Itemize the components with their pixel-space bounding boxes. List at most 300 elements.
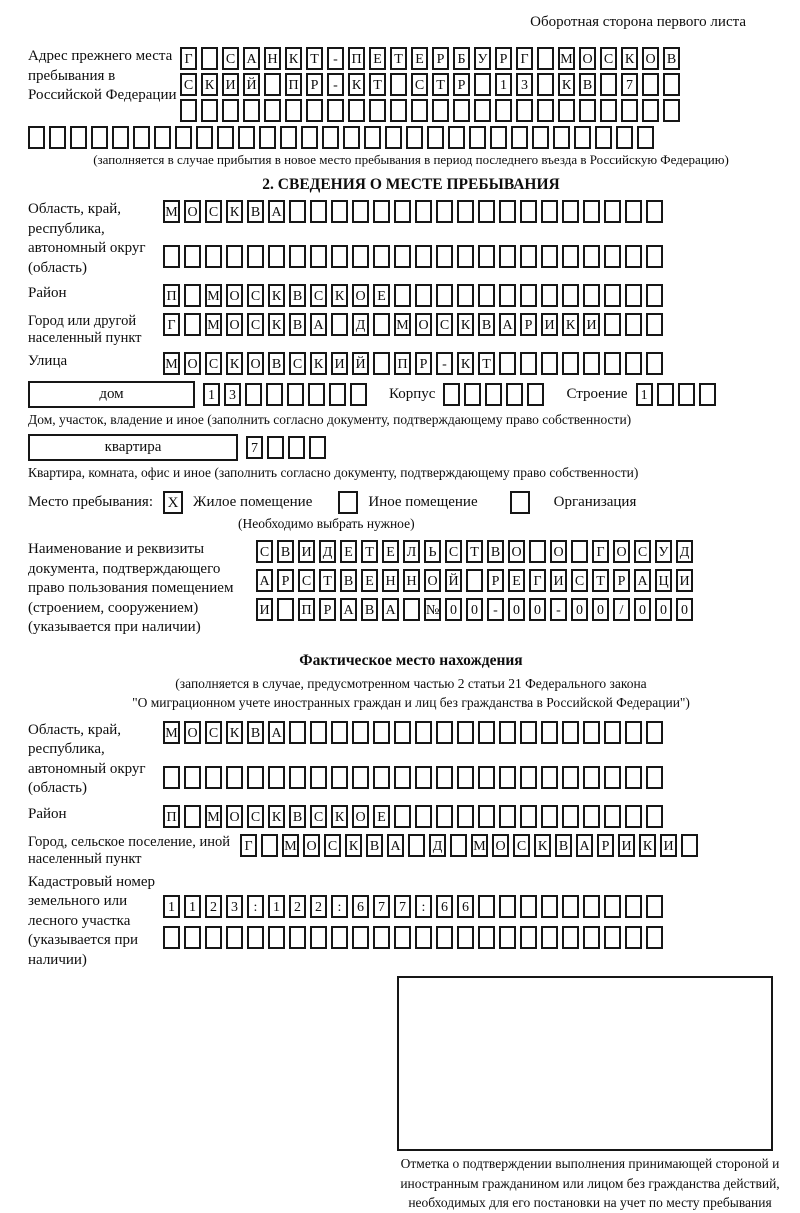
char-box: 0 [466, 598, 483, 621]
char-box: А [499, 313, 516, 336]
char-box [574, 126, 591, 149]
stay-option-organization-label: Организация [553, 494, 637, 511]
actual-city-field [28, 834, 794, 869]
char-box [245, 383, 262, 406]
char-box [289, 766, 306, 789]
char-box: 0 [571, 598, 588, 621]
char-box: К [457, 352, 474, 375]
char-box: О [226, 284, 243, 307]
char-box [247, 926, 264, 949]
char-box: 1 [495, 73, 512, 96]
char-box [163, 245, 180, 268]
char-box [646, 352, 663, 375]
char-box [390, 73, 407, 96]
char-box: В [487, 540, 504, 563]
char-box [264, 99, 281, 122]
char-box [699, 383, 716, 406]
char-box: К [201, 73, 218, 96]
char-box [331, 245, 348, 268]
char-box: Г [180, 47, 197, 70]
char-box [301, 126, 318, 149]
char-box: А [576, 834, 593, 857]
actual-district-field [28, 805, 794, 828]
char-box: 2 [289, 895, 306, 918]
char-box [646, 313, 663, 336]
house-field [28, 381, 794, 408]
char-box [436, 245, 453, 268]
char-box [499, 926, 516, 949]
char-box [520, 245, 537, 268]
char-box [163, 766, 180, 789]
char-box: И [550, 569, 567, 592]
char-box [520, 721, 537, 744]
char-box [28, 126, 45, 149]
char-box: И [660, 834, 677, 857]
char-box [373, 313, 390, 336]
char-box [625, 721, 642, 744]
stroenie-row [636, 383, 716, 406]
char-box [625, 926, 642, 949]
char-box: К [226, 352, 243, 375]
char-box [583, 926, 600, 949]
char-box [201, 47, 218, 70]
char-box [289, 200, 306, 223]
document-row-1 [256, 540, 693, 563]
char-box [583, 352, 600, 375]
city-label: Город или другой населенный пункт [28, 313, 142, 346]
char-box: К [345, 834, 362, 857]
char-box [373, 766, 390, 789]
char-box [415, 284, 432, 307]
char-box: Е [340, 540, 357, 563]
cadastral-row-2 [163, 926, 663, 949]
char-box [49, 126, 66, 149]
char-box: М [163, 721, 180, 744]
char-box: Р [306, 73, 323, 96]
char-box: В [555, 834, 572, 857]
char-box [642, 99, 659, 122]
prev-address-caption: (заполняется в случае прибытия в новое место пребывания в период последнего въезда в Российскую Федерацию) [93, 152, 729, 167]
char-box [616, 126, 633, 149]
char-box [583, 245, 600, 268]
char-box: М [558, 47, 575, 70]
char-box [604, 721, 621, 744]
char-box [331, 721, 348, 744]
char-box [348, 99, 365, 122]
char-box [457, 805, 474, 828]
apartment-row [246, 436, 326, 459]
char-box: 7 [394, 895, 411, 918]
char-box [583, 805, 600, 828]
district-field [28, 284, 794, 307]
city-row [163, 313, 663, 336]
char-box: М [205, 284, 222, 307]
char-box: - [327, 73, 344, 96]
char-box: С [634, 540, 651, 563]
char-box: С [205, 352, 222, 375]
char-box [541, 926, 558, 949]
char-box [453, 99, 470, 122]
char-box [373, 352, 390, 375]
char-box: С [247, 805, 264, 828]
char-box [226, 766, 243, 789]
char-box: 3 [516, 73, 533, 96]
char-box: О [226, 805, 243, 828]
char-box [450, 834, 467, 857]
char-box: Т [319, 569, 336, 592]
char-box: М [282, 834, 299, 857]
char-box [436, 721, 453, 744]
char-box [562, 245, 579, 268]
char-box: К [639, 834, 656, 857]
actual-region-row-1 [163, 721, 663, 744]
char-box [184, 926, 201, 949]
char-box [436, 805, 453, 828]
char-box: 0 [655, 598, 672, 621]
char-box [562, 200, 579, 223]
char-box: Р [613, 569, 630, 592]
char-box [331, 926, 348, 949]
confirmation-mark-box [397, 976, 773, 1151]
char-box: А [310, 313, 327, 336]
char-box: С [256, 540, 273, 563]
char-box [385, 126, 402, 149]
char-box [520, 805, 537, 828]
char-box [415, 805, 432, 828]
char-box: К [268, 284, 285, 307]
char-box [310, 245, 327, 268]
char-box [331, 313, 348, 336]
char-box: О [303, 834, 320, 857]
char-box [604, 245, 621, 268]
char-box: И [256, 598, 273, 621]
char-box [600, 99, 617, 122]
actual-district-row [163, 805, 663, 828]
char-box [541, 895, 558, 918]
char-box: О [550, 540, 567, 563]
char-box [625, 313, 642, 336]
char-box: В [340, 569, 357, 592]
char-box [646, 926, 663, 949]
char-box [583, 284, 600, 307]
prev-address-label: Адрес прежнего места пребывания в Российской Федерации [28, 48, 177, 103]
char-box: - [327, 47, 344, 70]
cadastral-field [28, 873, 794, 971]
char-box: 6 [436, 895, 453, 918]
char-box [646, 805, 663, 828]
char-box [343, 126, 360, 149]
char-box: Е [369, 47, 386, 70]
char-box [247, 245, 264, 268]
char-box: К [268, 313, 285, 336]
char-box [478, 895, 495, 918]
char-box: П [298, 598, 315, 621]
district-row [163, 284, 663, 307]
char-box [562, 284, 579, 307]
char-box [267, 436, 284, 459]
stay-type-caption: (Необходимо выбрать нужное) [238, 516, 415, 532]
apartment-caption: Квартира, комната, офис и иное (заполнить согласно документу, подтверждающему право собственности) [28, 465, 639, 481]
char-box [506, 383, 523, 406]
region-row-2 [163, 245, 663, 268]
char-box: С [180, 73, 197, 96]
char-box: 7 [373, 895, 390, 918]
char-box [520, 200, 537, 223]
char-box [70, 126, 87, 149]
prev-address-row-1 [180, 47, 680, 70]
stay-option-residential-label: Жилое помещение [193, 494, 313, 511]
char-box: 3 [224, 383, 241, 406]
char-box [238, 126, 255, 149]
char-box [205, 766, 222, 789]
char-box: - [550, 598, 567, 621]
char-box [604, 766, 621, 789]
char-box [180, 99, 197, 122]
apartment-field [28, 434, 794, 461]
char-box [394, 805, 411, 828]
char-box: С [247, 284, 264, 307]
char-box: Б [453, 47, 470, 70]
char-box: О [247, 352, 264, 375]
char-box [527, 383, 544, 406]
char-box [364, 126, 381, 149]
char-box: - [436, 352, 453, 375]
char-box [583, 200, 600, 223]
char-box: : [415, 895, 432, 918]
char-box: О [642, 47, 659, 70]
char-box [184, 766, 201, 789]
char-box [205, 245, 222, 268]
char-box: В [289, 805, 306, 828]
char-box [553, 126, 570, 149]
district-label: Район [28, 285, 67, 301]
stay-type-label: Место пребывания: [28, 494, 153, 511]
char-box: М [205, 805, 222, 828]
char-box: С [600, 47, 617, 70]
char-box [411, 99, 428, 122]
document-field [28, 540, 794, 638]
char-box [657, 383, 674, 406]
char-box [499, 766, 516, 789]
char-box [350, 383, 367, 406]
char-box: Р [415, 352, 432, 375]
char-box: Й [445, 569, 462, 592]
char-box: 7 [621, 73, 638, 96]
char-box: А [268, 200, 285, 223]
stay-option-organization-checkbox [510, 491, 530, 514]
char-box [637, 126, 654, 149]
char-box: Л [403, 540, 420, 563]
char-box: В [361, 598, 378, 621]
char-box [394, 926, 411, 949]
char-box [415, 926, 432, 949]
char-box [646, 895, 663, 918]
char-box [394, 245, 411, 268]
char-box [478, 721, 495, 744]
char-box: Е [373, 805, 390, 828]
char-box: А [268, 721, 285, 744]
char-box: И [676, 569, 693, 592]
char-box: С [205, 721, 222, 744]
char-box [427, 126, 444, 149]
char-box: К [457, 313, 474, 336]
char-box: № [424, 598, 441, 621]
char-box [352, 245, 369, 268]
char-box [516, 99, 533, 122]
stay-option-other-checkbox [338, 491, 358, 514]
char-box: М [471, 834, 488, 857]
char-box [478, 200, 495, 223]
char-box [583, 721, 600, 744]
char-box: С [310, 805, 327, 828]
char-box: Г [529, 569, 546, 592]
prev-address-row-2 [180, 73, 680, 96]
char-box [373, 721, 390, 744]
char-box: М [163, 352, 180, 375]
char-box: С [310, 284, 327, 307]
char-box: С [513, 834, 530, 857]
char-box [625, 245, 642, 268]
street-field [28, 352, 794, 375]
char-box: П [163, 805, 180, 828]
char-box [541, 805, 558, 828]
char-box [268, 926, 285, 949]
char-box [322, 126, 339, 149]
char-box: И [618, 834, 635, 857]
char-box: А [256, 569, 273, 592]
char-box: В [268, 352, 285, 375]
document-row-2 [256, 569, 693, 592]
char-box [541, 284, 558, 307]
char-box: К [348, 73, 365, 96]
actual-region-field [28, 721, 794, 799]
char-box [499, 805, 516, 828]
char-box: И [298, 540, 315, 563]
char-box [562, 805, 579, 828]
char-box [499, 721, 516, 744]
char-box [289, 245, 306, 268]
char-box [558, 99, 575, 122]
char-box [310, 200, 327, 223]
char-box [646, 245, 663, 268]
actual-location-caption-line2: "О миграционном учете иностранных граждан и лиц без гражданства в Российской Федерации") [132, 695, 690, 711]
char-box: С [411, 73, 428, 96]
char-box: Р [319, 598, 336, 621]
char-box [201, 99, 218, 122]
char-box: С [298, 569, 315, 592]
char-box [352, 200, 369, 223]
char-box [478, 805, 495, 828]
char-box [678, 383, 695, 406]
char-box: Ь [424, 540, 441, 563]
char-box [217, 126, 234, 149]
char-box [541, 245, 558, 268]
char-box [499, 284, 516, 307]
char-box: Е [508, 569, 525, 592]
char-box: 3 [226, 895, 243, 918]
cadastral-row-1 [163, 895, 663, 918]
char-box [499, 200, 516, 223]
street-label: Улица [28, 353, 68, 370]
char-box [373, 926, 390, 949]
char-box [91, 126, 108, 149]
char-box [277, 598, 294, 621]
char-box [369, 99, 386, 122]
char-box: Н [403, 569, 420, 592]
char-box: : [247, 895, 264, 918]
char-box: Н [264, 47, 281, 70]
char-box [562, 721, 579, 744]
actual-region-label: Область, край, республика, автономный округ (область) [28, 721, 146, 797]
char-box [247, 766, 264, 789]
char-box [464, 383, 481, 406]
char-box: С [324, 834, 341, 857]
char-box: К [534, 834, 551, 857]
char-box [646, 766, 663, 789]
char-box: Е [411, 47, 428, 70]
char-box: П [394, 352, 411, 375]
char-box [541, 721, 558, 744]
char-box [373, 245, 390, 268]
page-header-note: Оборотная сторона первого листа [530, 14, 746, 30]
char-box [646, 200, 663, 223]
char-box [646, 721, 663, 744]
char-box [432, 99, 449, 122]
char-box [625, 805, 642, 828]
char-box [436, 766, 453, 789]
char-box [175, 126, 192, 149]
char-box: Д [352, 313, 369, 336]
char-box: Т [390, 47, 407, 70]
char-box: В [289, 284, 306, 307]
char-box [604, 313, 621, 336]
char-box [604, 805, 621, 828]
char-box [625, 284, 642, 307]
char-box: Т [369, 73, 386, 96]
char-box [604, 926, 621, 949]
char-box [457, 200, 474, 223]
char-box [466, 569, 483, 592]
char-box [520, 926, 537, 949]
char-box: П [163, 284, 180, 307]
char-box [625, 200, 642, 223]
char-box: Й [243, 73, 260, 96]
char-box: Р [487, 569, 504, 592]
char-box: Р [597, 834, 614, 857]
char-box: Р [453, 73, 470, 96]
char-box: А [243, 47, 260, 70]
char-box [266, 383, 283, 406]
char-box [562, 926, 579, 949]
char-box [537, 99, 554, 122]
char-box [541, 766, 558, 789]
char-box [478, 284, 495, 307]
char-box: Т [361, 540, 378, 563]
char-box [499, 895, 516, 918]
char-box [469, 126, 486, 149]
char-box [583, 766, 600, 789]
char-box [499, 245, 516, 268]
char-box: Т [592, 569, 609, 592]
char-box [646, 284, 663, 307]
char-box [485, 383, 502, 406]
char-box [604, 284, 621, 307]
city-field [28, 313, 794, 346]
char-box [541, 352, 558, 375]
char-box [436, 926, 453, 949]
char-box [625, 895, 642, 918]
char-box [205, 926, 222, 949]
